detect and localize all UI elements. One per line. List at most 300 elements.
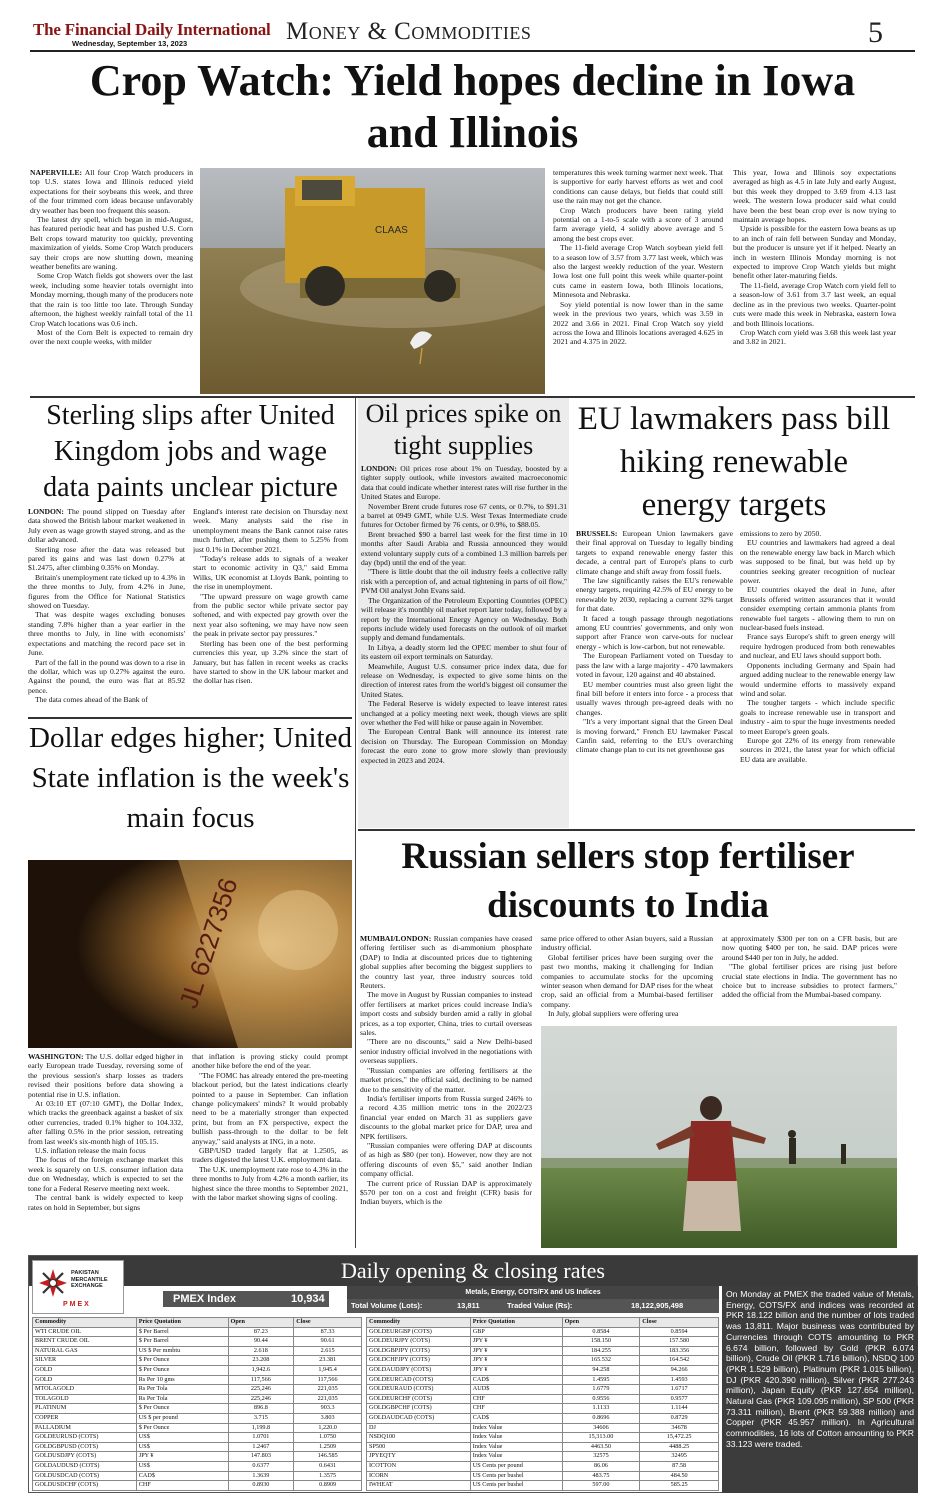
eu-column-2 bbox=[740, 529, 895, 827]
sterling-col2-p3: Sterling has been one of the best performing currencies this year, up 3.2% since the start of January, but has fallen in recent weeks as cracks have started to show in the UK labour market and the dollar has risen. bbox=[193, 638, 348, 686]
russia-headline: Russian sellers stop fertiliser discounts to India bbox=[401, 836, 855, 926]
price-quotation-cell: CHF bbox=[470, 1404, 562, 1414]
close-cell: 1.0750 bbox=[294, 1433, 362, 1443]
rates-table-right bbox=[366, 1317, 719, 1491]
commodity-cell: COPPER bbox=[33, 1413, 137, 1423]
table-row bbox=[33, 1365, 362, 1375]
table-row bbox=[367, 1385, 719, 1395]
commodity-cell: GOLDUSDCAD (COTS) bbox=[33, 1471, 137, 1481]
totals-bar bbox=[347, 1299, 719, 1313]
open-cell: 0.8930 bbox=[228, 1481, 294, 1491]
eu-col2-p1: EU countries and lawmakers had agreed a deal on the renewable energy law back in March which was supposed to be final, but was held up by countries seeking greater recognition of nuclear power. bbox=[740, 538, 895, 586]
col-header-close: Close bbox=[640, 1318, 719, 1328]
open-cell: 0.8696 bbox=[562, 1413, 640, 1423]
eu-col1-p1: The law significantly raises the EU's renewable energy targets, requiring 42.5% of EU energy to be renewable by 2030, replacing a current 32% target for that date. bbox=[576, 576, 733, 614]
field-worker-photo bbox=[541, 1026, 897, 1248]
close-cell: 1.1144 bbox=[640, 1404, 719, 1414]
close-cell: 23.381 bbox=[294, 1356, 362, 1366]
price-quotation-cell: Rs Per 10 gms bbox=[136, 1375, 228, 1385]
table-row bbox=[367, 1394, 719, 1404]
price-quotation-cell: Index Value bbox=[470, 1452, 562, 1462]
pmex-logo-line-2: MERCANTILE bbox=[71, 1276, 108, 1283]
table-row bbox=[33, 1404, 362, 1414]
total-volume-value: 13,811 bbox=[457, 1301, 480, 1310]
commodity-cell: IWHEAT bbox=[367, 1481, 471, 1491]
dollar-col1-p4: The central bank is widely expected to keep rates on hold in September, but signs bbox=[28, 1193, 183, 1212]
eu-column-1 bbox=[576, 529, 733, 827]
rates-table-left-header bbox=[33, 1318, 362, 1328]
price-quotation-cell: $ Per Ounce bbox=[136, 1365, 228, 1375]
pmex-logo-abbr: PMEX bbox=[63, 1301, 91, 1308]
pmex-index-bar bbox=[163, 1291, 329, 1307]
price-quotation-cell: $ Per Barrel bbox=[136, 1327, 228, 1337]
eu-headline: EU lawmakers pass bill hiking renewable energy targets bbox=[577, 401, 891, 523]
market-summary: On Monday at PMEX the traded value of Metals, Energy, COTS/FX and indices was recorded at PKR 18.122 billion and the number of lots traded was 13,811. Major business was contributed by Currencies through COTS amounting to PKR 6.674 billion, followed by Gold (PKR 6.074 billion), Crude Oil (PKR 1.716 billion), NSDQ 100 (PKR 1.529 billion), Platinum (PKR 1.015 billion), DJ (PKR 420.390 million), Silver (PKR 277.243 million), Japan Equity (PKR 127.654 million), Natural Gas (PKR 109.095 million), SP 500 (PKR 73.311 million), Brent (PKR 59.388 million) and Copper (PKR 45.957 million). In Agricultural commodities, 16 lots of Cotton amounting to PKR 33.123 were traded. bbox=[722, 1286, 918, 1493]
table-row bbox=[33, 1461, 362, 1471]
price-quotation-cell: AUD$ bbox=[470, 1385, 562, 1395]
oil-headline: Oil prices spike on tight supplies bbox=[365, 399, 562, 460]
eu-col1-p2: It faced a tough passage through negotiations among EU countries' governments, and only won support after France won carve-outs for nuclear energy - which is low-carbon, but not renewable. bbox=[576, 613, 733, 651]
commodity-cell: ICORN bbox=[367, 1471, 471, 1481]
open-cell: 90.44 bbox=[228, 1337, 294, 1347]
section-title: Money & Commodities bbox=[286, 18, 532, 45]
dollar-column-2 bbox=[192, 1052, 348, 1248]
oil-p6: Meanwhile, August U.S. consumer price index data, due for release on Wednesday, is expected to give some hints on the direction of interest rates from the world's biggest oil consumer the United States. bbox=[361, 661, 567, 699]
pmex-logo bbox=[32, 1260, 124, 1314]
masthead-rule bbox=[30, 50, 915, 52]
russia-col2-p2: In July, global suppliers were offering urea bbox=[548, 1009, 679, 1019]
col-header-close: Close bbox=[294, 1318, 362, 1328]
close-cell: 87.33 bbox=[294, 1327, 362, 1337]
open-cell: 165.532 bbox=[562, 1356, 640, 1366]
commodity-cell: GOLDGBPCHF (COTS) bbox=[367, 1404, 471, 1414]
col-header-price-quotation: Price Quotation bbox=[136, 1318, 228, 1328]
table-row bbox=[33, 1327, 362, 1337]
table-row bbox=[33, 1385, 362, 1395]
price-quotation-cell: JPY ¥ bbox=[470, 1356, 562, 1366]
table-row bbox=[367, 1327, 719, 1337]
table-row bbox=[367, 1423, 719, 1433]
sterling-headline: Sterling slips after United Kingdom jobs and wage data paints unclear picture bbox=[43, 400, 338, 503]
close-cell: 164.542 bbox=[640, 1356, 719, 1366]
col-header-open: Open bbox=[228, 1318, 294, 1328]
crop-col2-p1: Crop Watch producers have been rating yield potential on a 1-to-5 scale with a score of 3 around farm average yield, 4 solidly above average and 5 among the best crops ever. bbox=[553, 205, 723, 243]
crop-col3-p2: The 11-field, average Crop Watch corn yield fell to a season-low of 3.61 from 3.7 last week, an equal decline as in the previous two weeks. Quarter-point cuts were made this week in Nebraska, eastern Iowa and both Illinois locations. bbox=[733, 280, 896, 328]
dollar-col1-p1: At 03:10 ET (07:10 GMT), the Dollar Index, which tracks the greenback against a basket of six other currencies, traded 0.1% higher to 104.332, after falling 0.5% in the prior session, retreating from last week's six-month high of 105.15. bbox=[28, 1099, 183, 1146]
open-cell: 34606 bbox=[562, 1423, 640, 1433]
sterling-col2-p2: "The upward pressure on wage growth came from the public sector while private sector pay softened, and with expected pay growth over the next year also softening, we may have now seen the peak in private sector pay pressures." bbox=[193, 591, 348, 639]
table-row bbox=[367, 1481, 719, 1491]
crop-col1-p1: The latest dry spell, which began in mid-August, has featured periodic heat and has pushed U.S. Corn Belt crops toward maturity too quickly, preventing maximization of yields. Some Crop Watch producers say their crops are now shutting down, meaning weather benefits are waning. bbox=[30, 215, 193, 272]
rates-table-left bbox=[32, 1317, 362, 1491]
russia-col1-p6: The current price of Russian DAP is approximately $570 per ton on a cost and freight (CFR) basis for Indian buyers, which is the bbox=[360, 1178, 532, 1207]
commodity-cell: GOLDUSDJPY (COTS) bbox=[33, 1452, 137, 1462]
russia-dateline: MUMBAI/LONDON: bbox=[360, 934, 432, 943]
open-cell: 1.4595 bbox=[562, 1375, 640, 1385]
close-cell: 2.615 bbox=[294, 1346, 362, 1356]
sterling-col2-p0: England's interest rate decision on Thursday next week. Many analysts said the rise in unemployment means the Bank cannot raise rates much further, after pushing them to 5.25% from just 0.1% in December 2021. bbox=[193, 507, 348, 554]
open-cell: 0.8584 bbox=[562, 1327, 640, 1337]
price-quotation-cell: JPY ¥ bbox=[470, 1346, 562, 1356]
close-cell: 87.58 bbox=[640, 1461, 719, 1471]
sterling-col1-p0: The pound slipped on Tuesday after data showed the British labour market weakened in July even as wage growth stayed strong, and as the dollar advanced. bbox=[28, 507, 185, 545]
dollar-col2-p2: GBP/USD traded largely flat at 1.2505, as traders digested the latest U.K. employment data. bbox=[192, 1146, 348, 1165]
commodity-cell: JPYEQTY bbox=[367, 1452, 471, 1462]
commodity-cell: GOLDEURGBP (COTS) bbox=[367, 1327, 471, 1337]
dollar-col1-p2: U.S. inflation release the main focus bbox=[35, 1146, 146, 1156]
price-quotation-cell: Index Value bbox=[470, 1442, 562, 1452]
price-quotation-cell: JPY ¥ bbox=[470, 1337, 562, 1347]
sterling-column-2 bbox=[193, 507, 348, 714]
close-cell: 90.61 bbox=[294, 1337, 362, 1347]
close-cell: 32495 bbox=[640, 1452, 719, 1462]
crop-col1-p0: All four Crop Watch producers in top U.S. states Iowa and Illinois reduced yield expectations for their soybeans this week, and three of the four trimmed corn ideas because unfavorably dry weather has been too frequent this season. bbox=[30, 168, 193, 215]
crop-col2-p2: The 11-field average Crop Watch soybean yield fell to a season low of 3.57 from 3.77 last week, which was also the largest weekly reduction of the year. Western Iowa lost one full point this week while quarter-point cuts came in eastern Iowa, both Illinois locations, Minnesota and Nebraska. bbox=[553, 243, 723, 300]
table-row bbox=[33, 1346, 362, 1356]
sterling-col2-p1: "Today's release adds to signals of a weaker start to economic activity in Q3," said Emma Wilks, UK economist at Lloyds Bank, pointing to the rise in unemployment. bbox=[193, 554, 348, 592]
col-header-commodity: Commodity bbox=[367, 1318, 471, 1328]
open-cell: 0.9556 bbox=[562, 1394, 640, 1404]
eu-col2-p2: EU countries okayed the deal in June, after Brussels offered written assurances that it would consider exempting certain ammonia plants from renewable fuel targets - allowing them to run on nuclear-based fuels instead. bbox=[740, 585, 895, 633]
banknote-photo bbox=[28, 860, 352, 1048]
open-cell: 147.803 bbox=[228, 1452, 294, 1462]
table-row bbox=[33, 1394, 362, 1404]
sterling-dateline: LONDON: bbox=[28, 507, 64, 516]
pmex-logo-line-1: PAKISTAN bbox=[71, 1270, 99, 1276]
indices-header: Metals, Energy, COTS/FX and US Indices bbox=[347, 1286, 719, 1299]
russia-col3-p0: at approximately $300 per ton on a CFR basis, but are now quoting $400 per ton, he said. DAP prices were around $440 per ton in July, he added. bbox=[722, 934, 897, 962]
russia-col1-p1: The move in August by Russian companies to instead offer fertilisers at market prices could increase India's import costs and subsidy burden amid a rally in global prices, as a top exporter, China, tries to curtail overseas sales. bbox=[360, 990, 532, 1038]
russia-col1-p3: "Russian companies are offering fertilisers at the market prices," the official said, declining to be named due to the sensitivity of the matter. bbox=[360, 1065, 532, 1094]
sterling-column-1 bbox=[28, 507, 185, 714]
crop-col1-p3: Most of the Corn Belt is expected to remain dry over the next couple weeks, with milder bbox=[30, 327, 193, 347]
close-cell: 183.356 bbox=[640, 1346, 719, 1356]
oil-p3: "There is little doubt that the oil industry feels a collective rally risk with a perception of, and actual tightening in parts of oil flow," PVM Oil analyst John Evans said. bbox=[361, 567, 567, 596]
table-row bbox=[33, 1433, 362, 1443]
price-quotation-cell: CHF bbox=[136, 1481, 228, 1491]
eu-col2-p4: Opponents including Germany and Spain had argued adding nuclear to the renewable energy law would undermine efforts to massively expand wind and solar. bbox=[740, 660, 895, 698]
close-cell: 146.585 bbox=[294, 1452, 362, 1462]
price-quotation-cell: CAD$ bbox=[470, 1375, 562, 1385]
russia-col1-p4: India's fertiliser imports from Russia surged 246% to a record 4.35 million metric tons in the 2022/23 financial year ended on March 31 as suppliers gave discounts to the global market price for DAP, urea and NPK fertilisers. bbox=[360, 1093, 532, 1141]
oil-p2: Brent breached $90 a barrel last week for the first time in 10 months after Saudi Arabia and Russia announced they would extend voluntary supply cuts of a combined 1.3 million barrels per day (bpd) until the end of the year. bbox=[361, 529, 567, 568]
crop-headline bbox=[30, 55, 915, 159]
price-quotation-cell: US Cents per bushel bbox=[470, 1481, 562, 1491]
traded-value-value: 18,122,905,498 bbox=[631, 1301, 684, 1310]
eu-dateline: BRUSSELS: bbox=[576, 529, 618, 538]
commodity-cell: GOLDEURJPY (COTS) bbox=[367, 1337, 471, 1347]
table-row bbox=[367, 1461, 719, 1471]
russia-column-1 bbox=[360, 934, 532, 1248]
oil-p5: In Libya, a deadly storm led the OPEC member to shut four of its eastern oil export terminals on Saturday. bbox=[361, 642, 567, 662]
open-cell: 23.208 bbox=[228, 1356, 294, 1366]
rates-table-right-header bbox=[367, 1318, 719, 1328]
russia-column-2 bbox=[541, 934, 713, 1024]
commodity-cell: PALLADIUM bbox=[33, 1423, 137, 1433]
oil-p4: The Organization of the Petroleum Exporting Countries (OPEC) will release it's monthly oil market report later today, followed by a report by the International Energy Agency on Wednesday. Both reports include widely used forecasts on the outlook of oil market supply and demand fundamentals. bbox=[361, 595, 567, 643]
open-cell: 184.255 bbox=[562, 1346, 640, 1356]
commodity-cell: GOLDEURCAD (COTS) bbox=[367, 1375, 471, 1385]
open-cell: 15,313.00 bbox=[562, 1433, 640, 1443]
close-cell: 1,220.0 bbox=[294, 1423, 362, 1433]
dollar-dateline: WASHINGTON: bbox=[28, 1052, 84, 1061]
col-header-open: Open bbox=[562, 1318, 640, 1328]
eu-col1-p0: European Union lawmakers gave their final approval on Tuesday to legally binding targets to expand renewable energy faster this decade, a central part of Europe's plans to curb climate change and shift away from fossil fuels. bbox=[576, 529, 733, 576]
dollar-col2-p0: that inflation is proving sticky could prompt another hike before the end of the year. bbox=[192, 1052, 348, 1071]
price-quotation-cell: CHF bbox=[470, 1394, 562, 1404]
price-quotation-cell: JPY ¥ bbox=[470, 1365, 562, 1375]
open-cell: 158.150 bbox=[562, 1337, 640, 1347]
commodity-cell: PLATINUM bbox=[33, 1404, 137, 1414]
table-row bbox=[367, 1413, 719, 1423]
close-cell: 157.580 bbox=[640, 1337, 719, 1347]
dollar-col1-p3: The focus of the foreign exchange market this week is squarely on U.S. consumer inflation data due on Wednesday, which is expected to set the tone for a Federal Reserve meeting next week. bbox=[28, 1155, 183, 1193]
price-quotation-cell: US$ bbox=[136, 1442, 228, 1452]
dollar-column-1 bbox=[28, 1052, 183, 1248]
close-cell: 0.8594 bbox=[640, 1327, 719, 1337]
table-row bbox=[367, 1337, 719, 1347]
open-cell: 1,199.8 bbox=[228, 1423, 294, 1433]
dollar-headline: Dollar edges higher; United State inflation is the week's main focus bbox=[29, 722, 352, 834]
eu-col1-p4: EU member countries must also green light the final bill before it enters into force - a process that usually waves through pre-agreed deals with no changes. bbox=[576, 679, 733, 717]
close-cell: 1.6717 bbox=[640, 1385, 719, 1395]
price-quotation-cell: US$ bbox=[136, 1461, 228, 1471]
commodity-cell: MTOLAGOLD bbox=[33, 1385, 137, 1395]
russia-col1-p5: "Russian companies were offering DAP at discounts of as high as $80 (per ton). However, now they are not offering discounts of even $5," said another Indian company official. bbox=[360, 1140, 532, 1179]
table-row bbox=[33, 1471, 362, 1481]
table-row bbox=[367, 1375, 719, 1385]
crop-col3-p1: Upside is possible for the eastern Iowa beans as up to an inch of rain fell between Sunday and Monday, but the producer is unsure yet if it helped. Nearly an inch in western Illinois Monday morning is not expected to improve Crop Watch yields but might benefit other later-maturing fields. bbox=[733, 224, 896, 281]
open-cell: 896.8 bbox=[228, 1404, 294, 1414]
price-quotation-cell: $ Per Ounce bbox=[136, 1356, 228, 1366]
open-cell: 117,566 bbox=[228, 1375, 294, 1385]
eu-col1-p5: "It's a very important signal that the Green Deal is moving forward," French EU lawmaker Pascal Canfin said, referring to the EU's overarching climate change plan to cut its net greenhouse gas bbox=[576, 717, 733, 755]
oil-p1: November Brent crude futures rose 67 cents, or 0.7%, to $91.31 a barrel at 0949 GMT, while U.S. West Texas Intermediate crude futures for October firmed by 76 cents, or 0.9%, to $88.05. bbox=[361, 501, 567, 530]
commodity-cell: NSDQ100 bbox=[367, 1433, 471, 1443]
commodity-cell: GOLDEURCHF (COTS) bbox=[367, 1394, 471, 1404]
crop-dateline: NAPERVILLE: bbox=[30, 168, 83, 177]
commodity-cell: NATURAL GAS bbox=[33, 1346, 137, 1356]
table-row bbox=[367, 1442, 719, 1452]
table-row bbox=[33, 1423, 362, 1433]
price-quotation-cell: $ Per Ounce bbox=[136, 1423, 228, 1433]
commodity-cell: GOLDUSDCHF (COTS) bbox=[33, 1481, 137, 1491]
open-cell: 1,942.6 bbox=[228, 1365, 294, 1375]
commodity-cell: GOLD bbox=[33, 1365, 137, 1375]
crop-column-2 bbox=[553, 168, 723, 394]
oil-p7: The Federal Reserve is widely expected to leave interest rates unchanged at a policy meeting next week, though views are split over whether the Fed will hike or pause again in November. bbox=[361, 699, 567, 727]
commodity-cell: GOLDAUDCAD (COTS) bbox=[367, 1413, 471, 1423]
pmex-index-value: 10,934 bbox=[291, 1293, 325, 1305]
crop-column-3 bbox=[733, 168, 896, 394]
crop-col3-p0: This year, Iowa and Illinois soy expectations averaged as high as 4.5 in late July and early August, but this week they dropped to 3.69 from 4.13 last week. The western Iowa producer said what could have been the best bean crop ever is now trying to maintain average hopes. bbox=[733, 168, 896, 225]
close-cell: 15,472.25 bbox=[640, 1433, 719, 1443]
commodity-cell: GOLDEURUSD (COTS) bbox=[33, 1433, 137, 1443]
crop-headline-line-1: Crop Watch: Yield hopes decline in Iowa bbox=[89, 56, 856, 105]
commodity-cell: BRENT CRUDE OIL bbox=[33, 1337, 137, 1347]
open-cell: 3.715 bbox=[228, 1413, 294, 1423]
table-row bbox=[367, 1356, 719, 1366]
pmex-index-label: PMEX Index bbox=[173, 1293, 236, 1305]
sterling-col1-p4: Part of the fall in the pound was down to a rise in the dollar, which was up 0.27% against the euro. Against the pound, the euro was flat at 85.92 pence. bbox=[28, 657, 185, 695]
russia-col1-p0: Russian companies have ceased offering fertiliser such as di-ammonium phosphate (DAP) to India at discounted prices due to tightening global supplies after becoming the biggest suppliers to the country last year, three industry sources told Reuters. bbox=[360, 934, 532, 991]
russia-col2-p0: same price offered to other Asian buyers, said a Russian industry official. bbox=[541, 934, 713, 953]
table-row bbox=[33, 1481, 362, 1491]
table-row bbox=[33, 1413, 362, 1423]
table-row bbox=[367, 1346, 719, 1356]
commodity-cell: DJ bbox=[367, 1423, 471, 1433]
eu-col1-p3: The European Parliament voted on Tuesday to pass the law with a large majority - 470 lawmakers voted in favour, 120 against and 40 abstained. bbox=[576, 651, 733, 680]
close-cell: 3.803 bbox=[294, 1413, 362, 1423]
open-cell: 87.23 bbox=[228, 1327, 294, 1337]
sterling-col1-p3: That was despite wages excluding bonuses standing 7.8% higher than a year earlier in the three months to July, in line with economists' expectations and matching the record pace set in June. bbox=[28, 610, 185, 658]
col-header-price-quotation: Price Quotation bbox=[470, 1318, 562, 1328]
commodity-cell: SILVER bbox=[33, 1356, 137, 1366]
table-row bbox=[33, 1356, 362, 1366]
price-quotation-cell: Rs Per Tola bbox=[136, 1385, 228, 1395]
eu-col2-p5: The tougher targets - which include specific goals to increase renewable use in transport and industry - aim to spur the huge investments needed to meet Europe's green goals. bbox=[740, 698, 895, 736]
open-cell: 2.618 bbox=[228, 1346, 294, 1356]
close-cell: 585.25 bbox=[640, 1481, 719, 1491]
russia-col2-p1: Global fertiliser prices have been surging over the past two months, making it challenging for Indian companies to accumulate stocks for the upcoming winter season when demand for DAP rises for the wheat crop, said an official from a Mumbai-based fertiliser company. bbox=[541, 952, 713, 1009]
price-quotation-cell: CAD$ bbox=[136, 1471, 228, 1481]
crop-column-1 bbox=[30, 168, 193, 394]
close-cell: 4488.25 bbox=[640, 1442, 719, 1452]
sterling-col1-p2: Britain's unemployment rate ticked up to 4.3% in the three months to July, from 4.2% in June, figures from the Office for National Statistics showed on Tuesday. bbox=[28, 572, 185, 611]
commodity-cell: TOLAGOLD bbox=[33, 1394, 137, 1404]
commodity-cell: GOLDGBPUSD (COTS) bbox=[33, 1442, 137, 1452]
crop-col3-p3: Crop Watch corn yield was 3.68 this week last year and 3.82 in 2021. bbox=[733, 327, 896, 347]
open-cell: 0.6377 bbox=[228, 1461, 294, 1471]
rates-panel bbox=[28, 1255, 918, 1493]
table-row bbox=[33, 1337, 362, 1347]
price-quotation-cell: GBP bbox=[470, 1327, 562, 1337]
crop-col2-p0: temperatures this week turning warmer next week. That is supportive for early harvest efforts as wet and cool conditions can cause delays, but fields that could still use the rain may not get the chance. bbox=[553, 168, 723, 206]
close-cell: 0.9577 bbox=[640, 1394, 719, 1404]
commodity-cell: GOLDGBPJPY (COTS) bbox=[367, 1346, 471, 1356]
table-row bbox=[33, 1442, 362, 1452]
commodity-cell: GOLD bbox=[33, 1375, 137, 1385]
close-cell: 1.4593 bbox=[640, 1375, 719, 1385]
traded-value-label: Traded Value (Rs): bbox=[507, 1301, 573, 1310]
table-row bbox=[33, 1375, 362, 1385]
price-quotation-cell: Index Value bbox=[470, 1433, 562, 1443]
price-quotation-cell: US Cents per pound bbox=[470, 1461, 562, 1471]
eu-divider bbox=[358, 829, 915, 831]
open-cell: 1.1133 bbox=[562, 1404, 640, 1414]
close-cell: 1.2509 bbox=[294, 1442, 362, 1452]
price-quotation-cell: JPY ¥ bbox=[136, 1452, 228, 1462]
total-volume-label: Total Volume (Lots): bbox=[351, 1301, 423, 1310]
table-row bbox=[367, 1452, 719, 1462]
table-row bbox=[367, 1365, 719, 1375]
close-cell: 221,035 bbox=[294, 1394, 362, 1404]
open-cell: 1.3639 bbox=[228, 1471, 294, 1481]
close-cell: 94.266 bbox=[640, 1365, 719, 1375]
commodity-cell: SP500 bbox=[367, 1442, 471, 1452]
russia-col3-p1: "The global fertiliser prices are rising just before crucial state elections in India. The government has no choice but to increase subsidies to protect farmers," added the official from the Mumbai-based company. bbox=[722, 962, 897, 1000]
crop-col1-p2: Some Crop Watch fields got showers over the last week, including some heavier totals overnight into Monday morning, though many of the producers note that the rain is too little too late. Through Sunday afternoon, the highest weekly rainfall total of the 11 Crop Watch locations was 0.6 inch. bbox=[30, 271, 193, 328]
table-row bbox=[33, 1452, 362, 1462]
open-cell: 1.6779 bbox=[562, 1385, 640, 1395]
open-cell: 94.258 bbox=[562, 1365, 640, 1375]
close-cell: 484.50 bbox=[640, 1471, 719, 1481]
column-rule-left bbox=[355, 398, 356, 1248]
commodity-cell: GOLDAUDJPY (COTS) bbox=[367, 1365, 471, 1375]
harvest-photo bbox=[200, 168, 545, 394]
open-cell: 4463.50 bbox=[562, 1442, 640, 1452]
pmex-logo-line-3: EXCHANGE bbox=[71, 1283, 103, 1290]
eu-col2-p6: Europe got 22% of its energy from renewable sources in 2021, the latest year for which official EU data are available. bbox=[740, 735, 895, 764]
price-quotation-cell: Index Value bbox=[470, 1423, 562, 1433]
close-cell: 0.6431 bbox=[294, 1461, 362, 1471]
page-number: 5 bbox=[868, 16, 883, 49]
close-cell: 903.3 bbox=[294, 1404, 362, 1414]
paper-name: The Financial Daily International bbox=[33, 20, 271, 39]
open-cell: 86.06 bbox=[562, 1461, 640, 1471]
dollar-col2-p3: The U.K. unemployment rate rose to 4.3% in the three months to July from 4.2% a month earlier, its highest since the three months to September 2021, with the labor market showing signs of cooling. bbox=[192, 1164, 348, 1203]
oil-p0: Oil prices rose about 1% on Tuesday, boosted by a tighter supply outlook, while investors awaited macroeconomic data that could indicate whether interest rates will rise further in the United States and Europe. bbox=[361, 464, 567, 502]
price-quotation-cell: $ Per Ounce bbox=[136, 1404, 228, 1414]
open-cell: 1.2467 bbox=[228, 1442, 294, 1452]
open-cell: 483.75 bbox=[562, 1471, 640, 1481]
sterling-col1-p1: Sterling rose after the data was released but pared its gains and was last down 0.27% at $1.2475, after climbing 0.35% on Monday. bbox=[28, 544, 185, 573]
open-cell: 597.00 bbox=[562, 1481, 640, 1491]
price-quotation-cell: US Cents per bushel bbox=[470, 1471, 562, 1481]
price-quotation-cell: Rs Per Tola bbox=[136, 1394, 228, 1404]
open-cell: 225,246 bbox=[228, 1394, 294, 1404]
price-quotation-cell: CAD$ bbox=[470, 1413, 562, 1423]
price-quotation-cell: $ Per Barrel bbox=[136, 1337, 228, 1347]
table-row bbox=[367, 1404, 719, 1414]
close-cell: 0.8909 bbox=[294, 1481, 362, 1491]
commodity-cell: GOLDCHFJPY (COTS) bbox=[367, 1356, 471, 1366]
close-cell: 0.8729 bbox=[640, 1413, 719, 1423]
dollar-col2-p1: "The FOMC has already entered the pre-meeting blackout period, but the latest indications clearly pointed to a pause in September. Can inflation change policymakers' minds? It would probably need to be a materially stronger than expected print, but from an FX perspective, expect the bullish pass-through to the dollar to be felt anyway," said analysts at ING, in a note. bbox=[192, 1070, 348, 1146]
sterling-col1-p5: The data comes ahead of the Bank of bbox=[35, 695, 148, 705]
eu-col2-p0: emissions to zero by 2050. bbox=[740, 529, 822, 538]
col-header-commodity: Commodity bbox=[33, 1318, 137, 1328]
pmex-logo-text bbox=[71, 1270, 108, 1290]
crop-headline-line-2: and Illinois bbox=[366, 108, 579, 157]
open-cell: 225,246 bbox=[228, 1385, 294, 1395]
close-cell: 1,945.4 bbox=[294, 1365, 362, 1375]
open-cell: 1.0701 bbox=[228, 1433, 294, 1443]
table-row bbox=[367, 1471, 719, 1481]
dollar-col1-p0: The U.S. dollar edged higher in early European trade Tuesday, reversing some of the previous session's sharp losses as traders revised their positions before data showing a potential rise in U.S. inflation. bbox=[28, 1052, 183, 1099]
close-cell: 221,035 bbox=[294, 1385, 362, 1395]
commodity-cell: ICOTTON bbox=[367, 1461, 471, 1471]
eu-col2-p3: France says Europe's shift to green energy will require hydrogen produced from both renewables and nuclear, and EU laws should support both. bbox=[740, 632, 895, 661]
open-cell: 32575 bbox=[562, 1452, 640, 1462]
svg-text:CLAAS: CLAAS bbox=[375, 225, 408, 236]
close-cell: 1.3575 bbox=[294, 1471, 362, 1481]
issue-date: Wednesday, September 13, 2023 bbox=[72, 39, 188, 48]
table-row bbox=[367, 1433, 719, 1443]
oil-column bbox=[361, 464, 567, 826]
oil-p8: The European Central Bank will announce its interest rate decision on Thursday. The European Commission on Monday forecast the euro zone to grow more slowly than previously expected in 2023 and 2024. bbox=[361, 727, 567, 765]
rates-title: Daily opening & closing rates bbox=[29, 1256, 917, 1286]
crop-col2-p3: Soy yield potential is now lower than in the same week in the previous two years, which was 3.59 in 2022 and 3.66 in 2021. Final Crop Watch soy yield across the Iowa and Illinois locations averaged 4.625 in 2021 and 4.375 in 2022. bbox=[553, 299, 723, 347]
price-quotation-cell: US$ bbox=[136, 1433, 228, 1443]
close-cell: 117,566 bbox=[294, 1375, 362, 1385]
commodity-cell: WTI CRUDE OIL bbox=[33, 1327, 137, 1337]
price-quotation-cell: US $ Per mmbtu bbox=[136, 1346, 228, 1356]
russia-col1-p2: "There are no discounts," said a New Delhi-based senior industry official involved in the negotiations with overseas suppliers. bbox=[360, 1037, 532, 1066]
oil-dateline: LONDON: bbox=[361, 464, 397, 473]
price-quotation-cell: US $ per pound bbox=[136, 1413, 228, 1423]
close-cell: 34678 bbox=[640, 1423, 719, 1433]
